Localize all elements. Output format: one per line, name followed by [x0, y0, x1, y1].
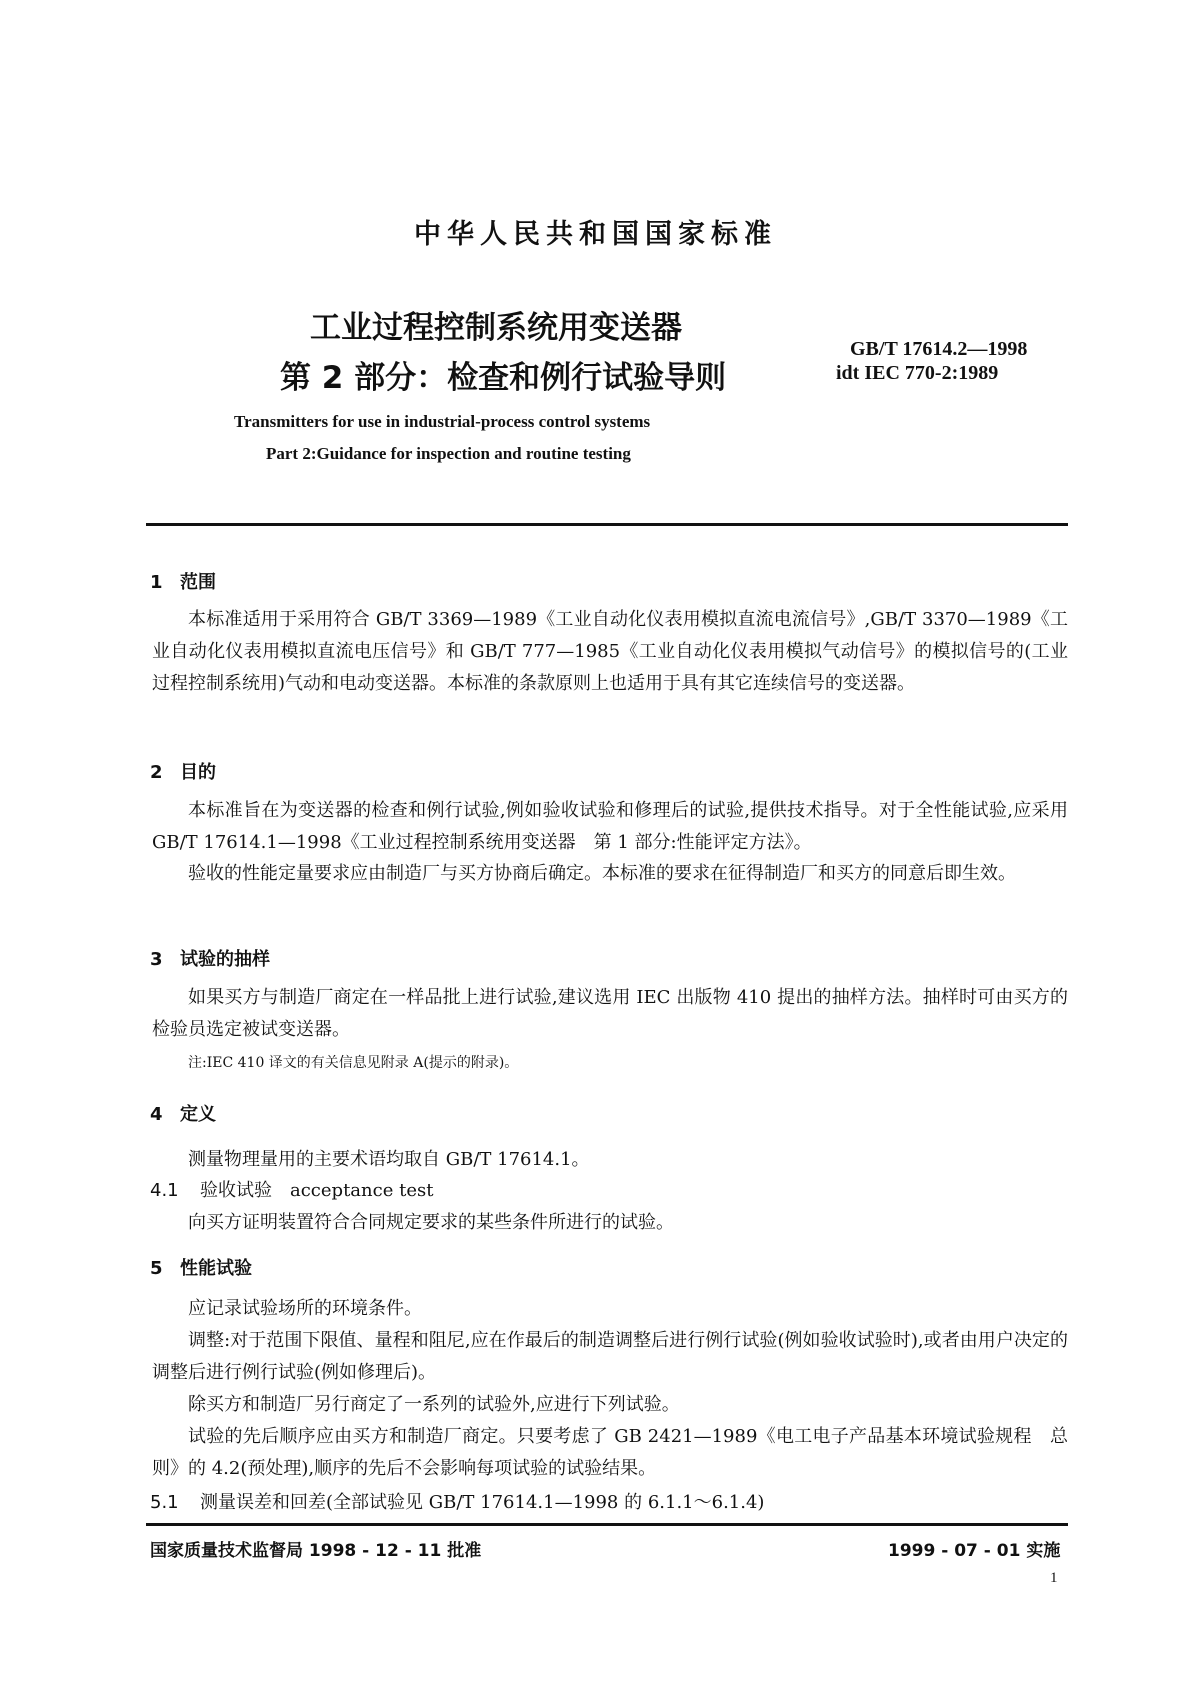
footer-divider	[146, 1523, 1068, 1526]
section-5-paragraph-3: 除买方和制造厂另行商定了一系列的试验外,应进行下列试验。	[188, 1394, 680, 1415]
section-title: 试验的抽样	[180, 949, 270, 970]
section-number: 5	[150, 1258, 163, 1279]
document-title-en-line2: Part 2:Guidance for inspection and routine testing	[266, 444, 631, 463]
section-3-note: 注:IEC 410 译文的有关信息见附录 A(提示的附录)。	[188, 1055, 519, 1071]
subsection-term: 验收试验 acceptance test	[200, 1180, 434, 1201]
national-standard-title: 中华人民共和国国家标准	[414, 219, 777, 250]
section-heading-1	[150, 568, 216, 594]
section-2-paragraph-2: 验收的性能定量要求应由制造厂与买方协商后确定。本标准的要求在征得制造厂和买方的同意后即生效。	[188, 863, 1016, 884]
section-number: 2	[150, 762, 163, 783]
section-5-paragraph-1: 应记录试验场所的环境条件。	[188, 1298, 422, 1319]
page-number: 1	[1050, 1570, 1058, 1586]
section-title: 性能试验	[180, 1258, 252, 1279]
section-5-paragraph-2: 调整:对于范围下限值、量程和阻尼,应在作最后的制造调整后进行例行试验(例如验收试验时),或者由用户决定的调整后进行例行试验(例如修理后)。	[152, 1330, 1068, 1383]
standard-idt: idt IEC 770-2:1989	[836, 362, 999, 384]
section-number: 1	[150, 572, 163, 593]
section-1-paragraph: 本标准适用于采用符合 GB/T 3369—1989《工业自动化仪表用模拟直流电流信号》,GB/T 3370—1989《工业自动化仪表用模拟直流电压信号》和 GB/T 777—1985《工业自动化仪表用模拟气动信号》的模拟信号的(工业过程控制系统用)气动和电动变送器。本标准的条款原则上也适用于具有其它连续信号的变送器。	[152, 609, 1068, 694]
section-number: 4	[150, 1104, 163, 1125]
section-heading-3	[150, 945, 270, 971]
subsection-4-1	[150, 1176, 433, 1202]
standard-code: GB/T 17614.2—1998	[850, 338, 1028, 360]
section-4-paragraph: 测量物理量用的主要术语均取自 GB/T 17614.1。	[188, 1149, 590, 1170]
section-title: 范围	[180, 572, 216, 593]
section-title: 定义	[180, 1104, 216, 1125]
section-heading-4	[150, 1100, 216, 1126]
section-title: 目的	[180, 762, 216, 783]
section-5-paragraph-4: 试验的先后顺序应由买方和制造厂商定。只要考虑了 GB 2421—1989《电工电子产品基本环境试验规程 总则》的 4.2(预处理),顺序的先后不会影响每项试验的试验结果。	[152, 1426, 1068, 1479]
document-title-cn-line2: 第 2 部分：检查和例行试验导则	[280, 360, 727, 396]
document-title-en-line1: Transmitters for use in industrial-process control systems	[234, 412, 651, 431]
section-number: 3	[150, 949, 163, 970]
subsection-number: 5.1	[150, 1492, 179, 1513]
subsection-5-1	[150, 1488, 764, 1514]
subsection-4-1-definition: 向买方证明装置符合合同规定要求的某些条件所进行的试验。	[188, 1212, 674, 1233]
subsection-number: 4.1	[150, 1180, 179, 1201]
section-heading-2	[150, 758, 216, 784]
section-heading-5	[150, 1254, 252, 1280]
document-title-cn-line1: 工业过程控制系统用变送器	[310, 310, 682, 346]
subsection-title: 测量误差和回差(全部试验见 GB/T 17614.1—1998 的 6.1.1～6.1.4)	[200, 1492, 765, 1513]
section-2-paragraph-1: 本标准旨在为变送器的检查和例行试验,例如验收试验和修理后的试验,提供技术指导。对于全性能试验,应采用 GB/T 17614.1—1998《工业过程控制系统用变送器 第 1 部分:性能评定方法》。	[152, 800, 1068, 853]
approval-statement: 国家质量技术监督局 1998 - 12 - 11 批准	[150, 1541, 482, 1561]
section-3-paragraph: 如果买方与制造厂商定在一样品批上进行试验,建议选用 IEC 出版物 410 提出的抽样方法。抽样时可由买方的检验员选定被试变送器。	[152, 987, 1068, 1040]
effective-date: 1999 - 07 - 01 实施	[888, 1541, 1061, 1561]
header-divider	[146, 523, 1068, 526]
